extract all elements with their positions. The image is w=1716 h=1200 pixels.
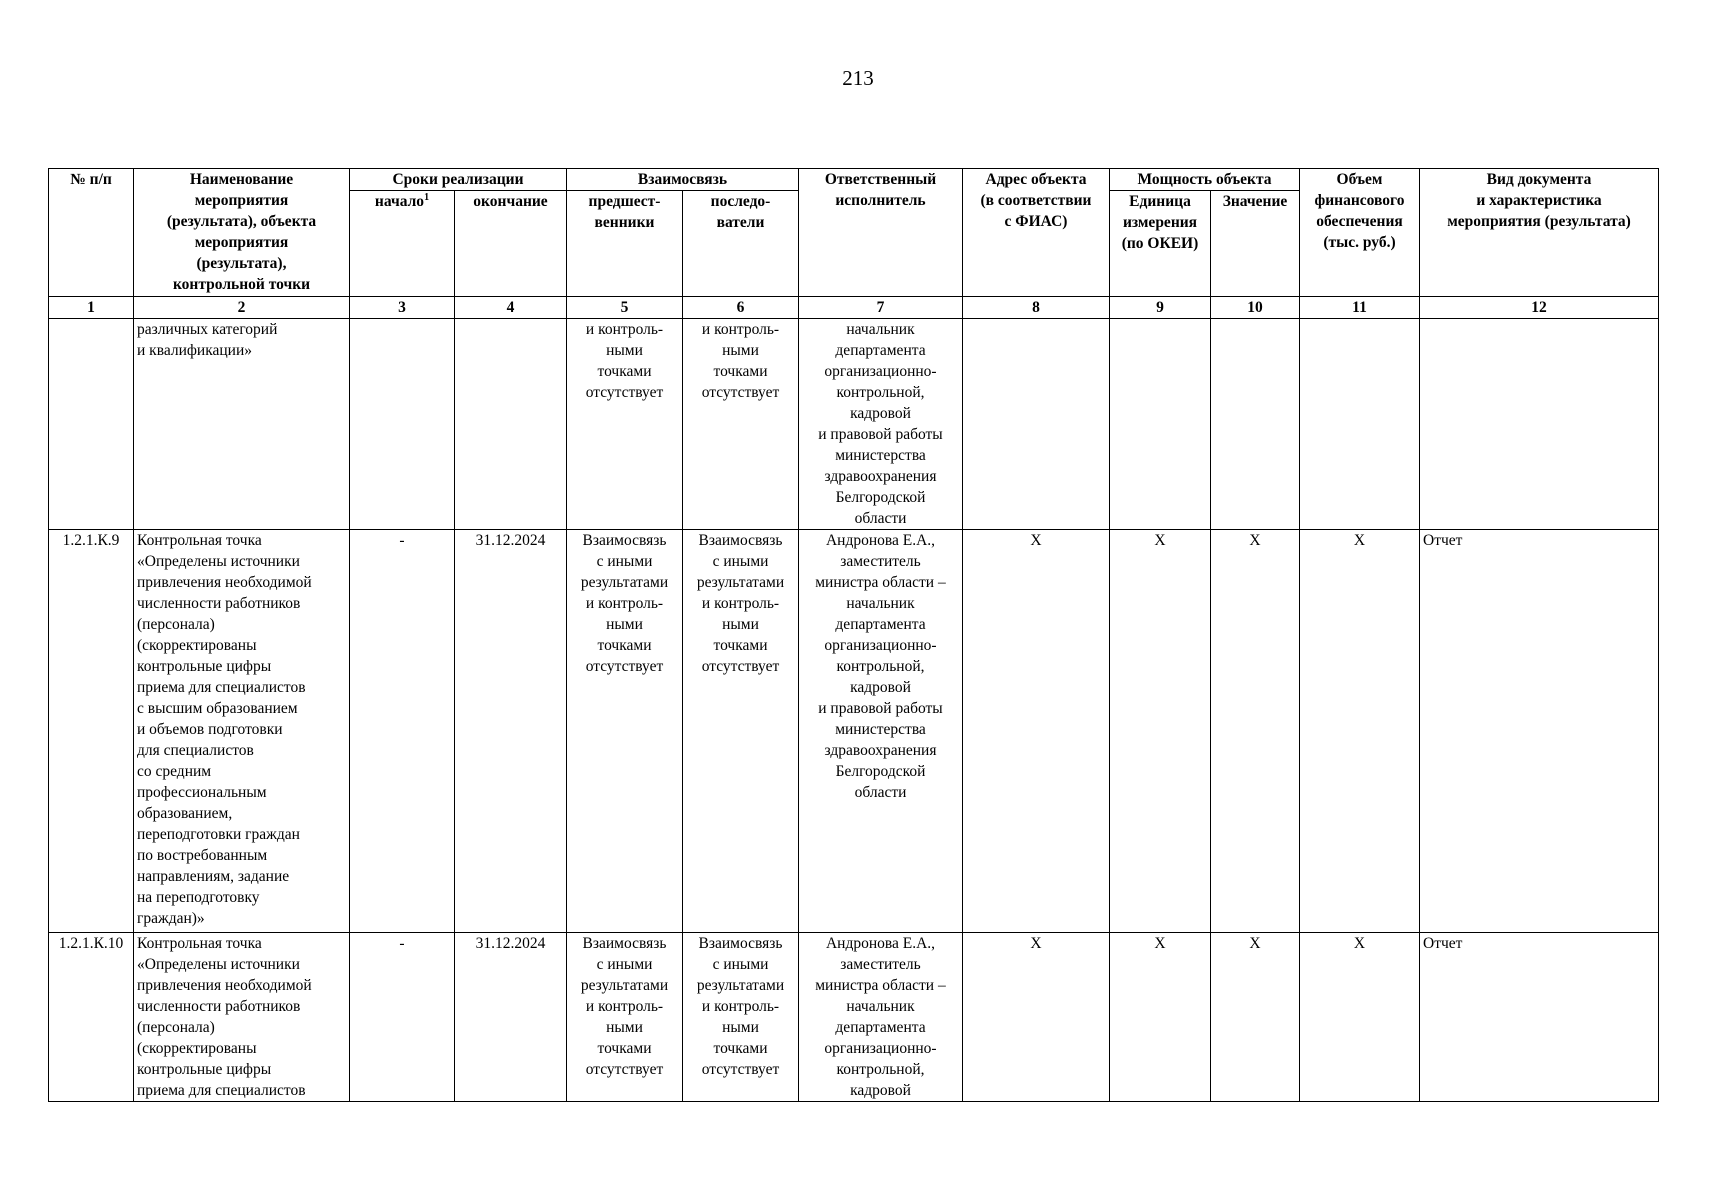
row-successors: Взаимосвязь с иными результатами и контроль- ными точками отсутствует <box>683 530 799 933</box>
column-number: 7 <box>799 297 963 319</box>
column-number: 10 <box>1211 297 1300 319</box>
row-responsible: Андронова Е.А., заместитель министра области – начальник департамента организационно- контрольной, кадровой и правовой работы министерства здравоохранения Белгородской области <box>799 530 963 933</box>
column-number: 4 <box>455 297 567 319</box>
row-responsible: Андронова Е.А., заместитель министра области – начальник департамента организационно- контрольной, кадровой <box>799 933 963 1102</box>
row-address <box>963 319 1110 530</box>
header-relation: Взаимосвязь <box>567 169 799 191</box>
header-start-footnote: 1 <box>424 191 430 203</box>
header-name: Наименование мероприятия (результата), объекта мероприятия (результата), контрольной точки <box>134 169 350 297</box>
row-doc-type: Отчет <box>1420 530 1659 933</box>
column-number-row <box>49 297 1659 319</box>
header-terms: Сроки реализации <box>350 169 567 191</box>
header-predecessors: предшест- венники <box>567 191 683 297</box>
header-start <box>350 191 455 297</box>
row-predecessors: и контроль- ными точками отсутствует <box>567 319 683 530</box>
header-responsible: Ответственный исполнитель <box>799 169 963 297</box>
column-number: 2 <box>134 297 350 319</box>
table-row <box>49 933 1659 1102</box>
header-start-label: начало <box>374 193 425 210</box>
row-address: Х <box>963 530 1110 933</box>
row-num: 1.2.1.К.10 <box>49 933 134 1102</box>
page-number: 213 <box>842 66 874 90</box>
header-end: окончание <box>455 191 567 297</box>
header-doc-type: Вид документа и характеристика мероприятия (результата) <box>1420 169 1659 297</box>
column-number: 8 <box>963 297 1110 319</box>
column-number: 1 <box>49 297 134 319</box>
row-responsible: начальник департамента организационно- контрольной, кадровой и правовой работы министерства здравоохранения Белгородской области <box>799 319 963 530</box>
column-number: 11 <box>1300 297 1420 319</box>
header-address: Адрес объекта (в соответствии с ФИАС) <box>963 169 1110 297</box>
table-row <box>49 319 1659 530</box>
column-number: 5 <box>567 297 683 319</box>
row-start: - <box>350 933 455 1102</box>
header-num: № п/п <box>49 169 134 297</box>
column-number: 3 <box>350 297 455 319</box>
row-unit: Х <box>1110 933 1211 1102</box>
row-address: Х <box>963 933 1110 1102</box>
row-start <box>350 319 455 530</box>
header-successors: последо- ватели <box>683 191 799 297</box>
row-name: различных категорий и квалификации» <box>134 319 350 530</box>
row-doc-type <box>1420 319 1659 530</box>
table-row <box>49 530 1659 933</box>
row-successors: и контроль- ными точками отсутствует <box>683 319 799 530</box>
row-finance: Х <box>1300 530 1420 933</box>
row-end: 31.12.2024 <box>455 530 567 933</box>
row-name: Контрольная точка «Определены источники привлечения необходимой численности работников (персонала) (скорректированы контрольные цифры приема для специалистов с высшим образованием и объемов подготовки для специалистов со средним профессиональным образованием, переподготовки граждан по востребованным направлениям, задание на переподготовку граждан)» <box>134 530 350 933</box>
row-doc-type: Отчет <box>1420 933 1659 1102</box>
row-predecessors: Взаимосвязь с иными результатами и контроль- ными точками отсутствует <box>567 530 683 933</box>
measures-table <box>48 168 1659 1102</box>
row-name: Контрольная точка «Определены источники привлечения необходимой численности работников (персонала) (скорректированы контрольные цифры приема для специалистов <box>134 933 350 1102</box>
header-unit: Единица измерения (по ОКЕИ) <box>1110 191 1211 297</box>
column-number: 9 <box>1110 297 1211 319</box>
row-successors: Взаимосвязь с иными результатами и контроль- ными точками отсутствует <box>683 933 799 1102</box>
header-capacity: Мощность объекта <box>1110 169 1300 191</box>
row-value: Х <box>1211 933 1300 1102</box>
row-num: 1.2.1.К.9 <box>49 530 134 933</box>
row-start: - <box>350 530 455 933</box>
row-end: 31.12.2024 <box>455 933 567 1102</box>
row-end <box>455 319 567 530</box>
header-row-1 <box>49 169 1659 191</box>
row-unit: Х <box>1110 530 1211 933</box>
header-value: Значение <box>1211 191 1300 297</box>
header-finance: Объем финансового обеспечения (тыс. руб.) <box>1300 169 1420 297</box>
column-number: 6 <box>683 297 799 319</box>
row-finance <box>1300 319 1420 530</box>
row-value: Х <box>1211 530 1300 933</box>
row-value <box>1211 319 1300 530</box>
row-unit <box>1110 319 1211 530</box>
row-predecessors: Взаимосвязь с иными результатами и контроль- ными точками отсутствует <box>567 933 683 1102</box>
row-finance: Х <box>1300 933 1420 1102</box>
column-number: 12 <box>1420 297 1659 319</box>
row-num <box>49 319 134 530</box>
